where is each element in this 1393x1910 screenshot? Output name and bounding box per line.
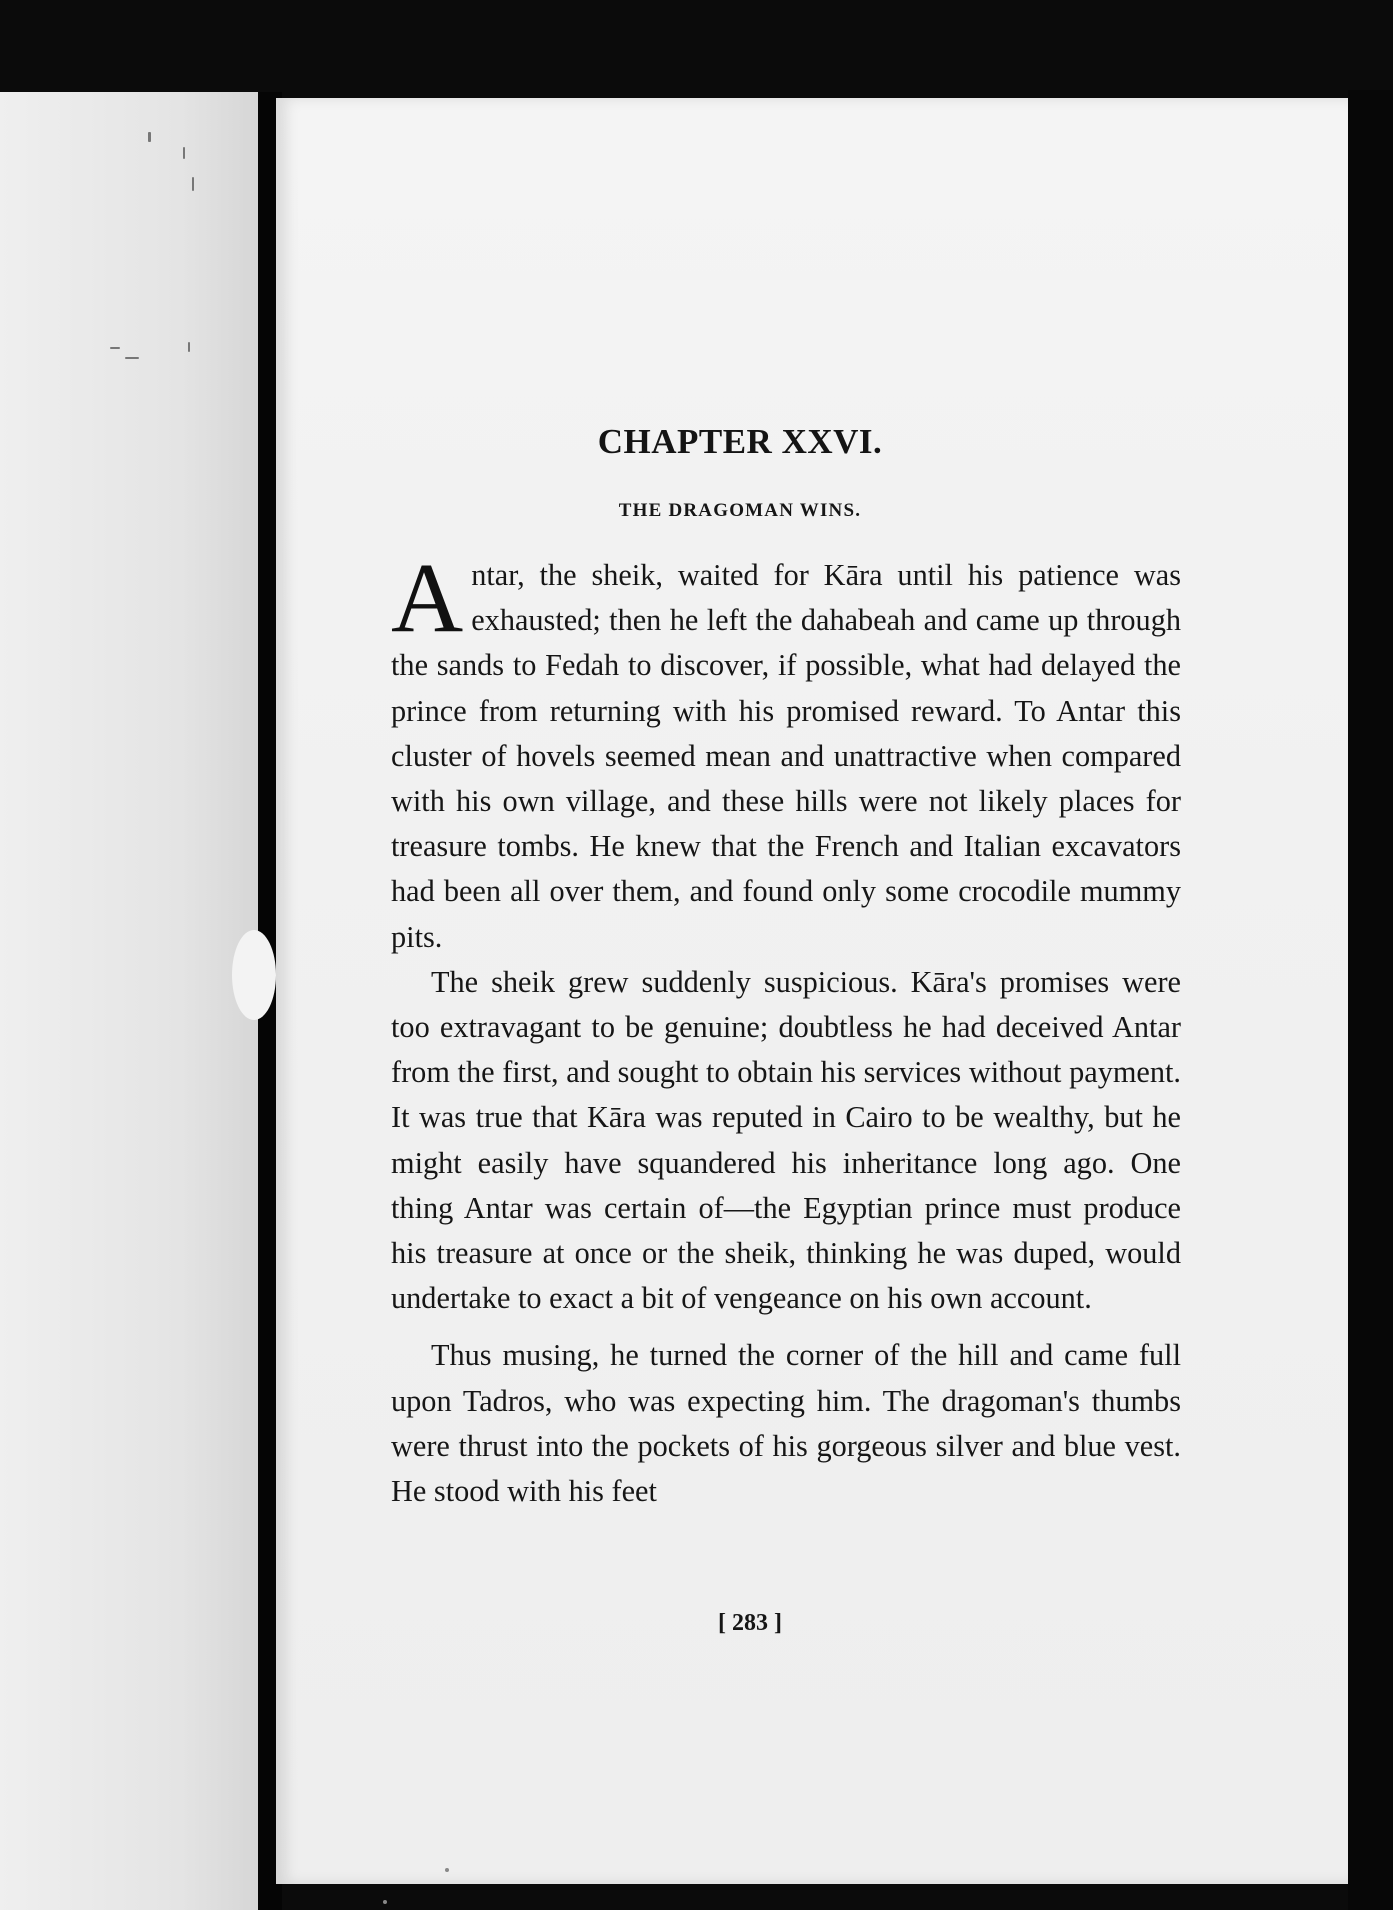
page-speck xyxy=(125,357,139,359)
chapter-subtitle: THE DRAGOMAN WINS. xyxy=(618,500,862,521)
page-speck xyxy=(110,347,120,349)
facing-page-edge xyxy=(0,92,258,1910)
page-speck xyxy=(192,177,194,191)
paragraph-3: Thus musing, he turned the corner of the hill and came full upon Tadros, who was expecting him. The dragoman's thumbs were thrust into the pockets of his gorgeous silver and blue vest. He stood with his feet xyxy=(391,1338,1181,1509)
scan-speck xyxy=(445,1868,449,1872)
drop-cap: A xyxy=(391,542,464,653)
page-speck xyxy=(148,132,151,142)
page-edge-notch xyxy=(232,930,276,1020)
paragraph-1-text: ntar, the sheik, waited for Kāra until his patience was exhausted; then he left the dahabeah and came up through the sands to Fedah to discover, if possible, what had delayed the prince from returning with his promised reward. To Antar this cluster of hovels seemed mean and unattractive when compared with his own village, and these hills were not likely places for treasure tombs. He knew that the French and Italian excavators had been all over them, and found only some crocodile mummy pits. xyxy=(391,558,1181,954)
paragraph-2: The sheik grew suddenly suspicious. Kāra's promises were too extravagant to be genuine; doubtless he had deceived Antar from the first, and sought to obtain his services without payment. It was true that Kāra was reputed in Cairo to be wealthy, but he might easily have squandered his inheritance long ago. One thing Antar was certain of—the Egyptian prince must produce his treasure at once or the sheik, thinking he was duped, would undertake to exact a bit of vengeance on his own account. xyxy=(391,964,1181,1316)
page-number: [ 283 ] xyxy=(718,1610,782,1636)
page-speck xyxy=(188,342,190,352)
page-speck xyxy=(183,147,185,159)
chapter-title: CHAPTER XXVI. xyxy=(597,422,883,461)
scan-speck xyxy=(383,1900,387,1904)
paragraph-1 xyxy=(391,542,1181,960)
chapter-text xyxy=(391,542,1181,1514)
scan-right-edge xyxy=(1348,90,1393,1910)
